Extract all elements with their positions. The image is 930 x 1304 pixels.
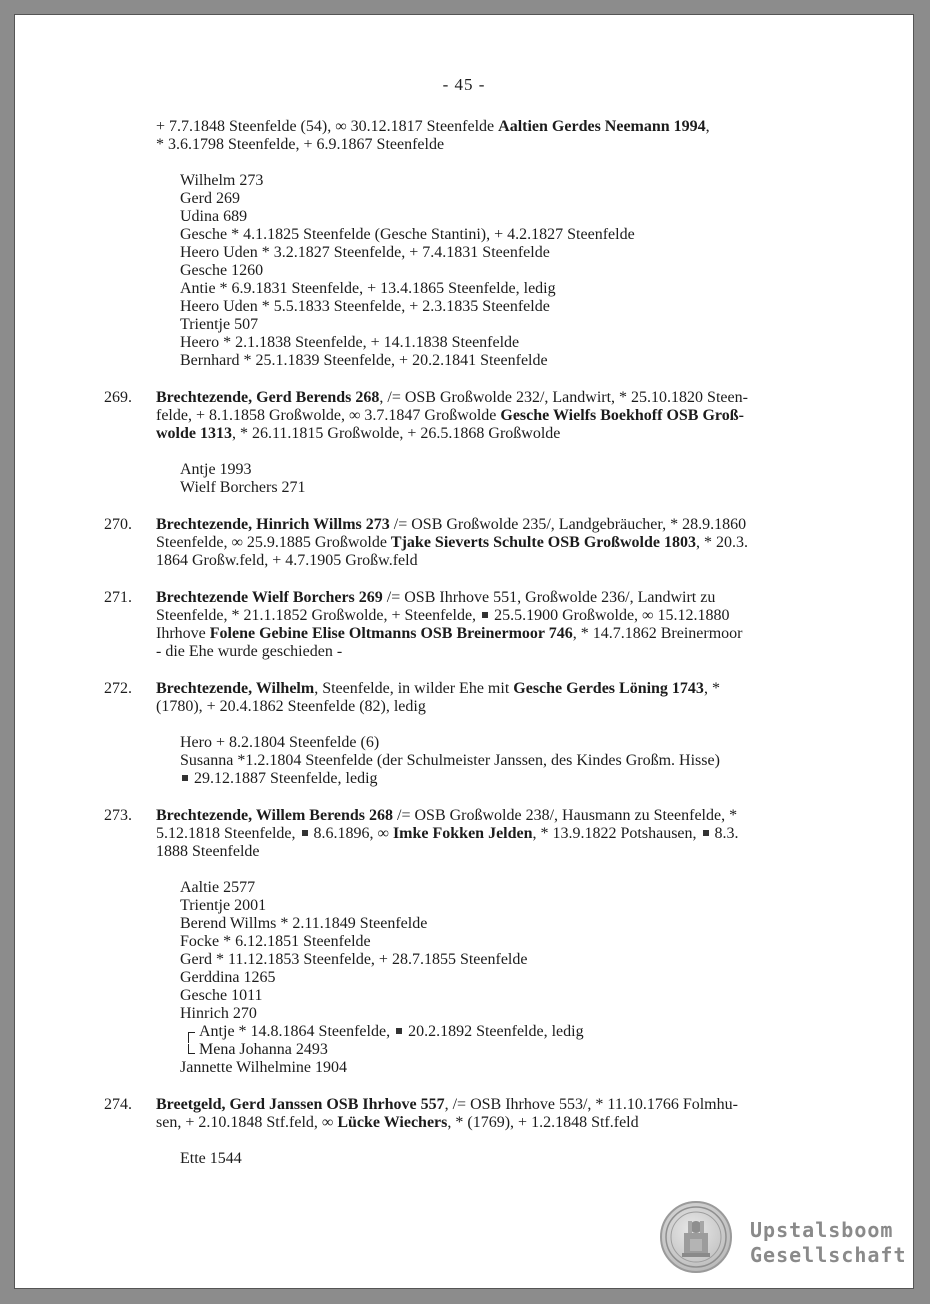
- text-segment: 1888 Steenfelde: [156, 843, 260, 860]
- text-segment: Hero + 8.2.1804 Steenfelde (6): [180, 734, 380, 751]
- child-line: [180, 1059, 347, 1077]
- text-segment: , * (1769), + 1.2.1848 Stf.feld: [447, 1114, 639, 1131]
- child-line: [180, 969, 276, 987]
- child-line: [180, 280, 556, 298]
- text-segment: + 7.7.1848 Steenfelde (54), ∞ 30.12.1817 Steenfelde: [156, 118, 499, 135]
- text-segment: /= OSB Großwolde 238/, Hausmann zu Steenfelde, *: [393, 807, 738, 824]
- twin-bracket-bottom: [188, 1044, 195, 1054]
- person-name: Gesche Gerdes Löning 1743: [513, 680, 704, 697]
- text-segment: Focke * 6.12.1851 Steenfelde: [180, 933, 371, 950]
- text-segment: Gesche 1260: [180, 262, 264, 279]
- child-line: [199, 1023, 584, 1041]
- text-segment: Gesche 1011: [180, 987, 263, 1004]
- child-line: [180, 1150, 242, 1168]
- burial-mark-icon: [482, 612, 488, 618]
- text-segment: Heero * 2.1.1838 Steenfelde, + 14.1.1838 Steenfelde: [180, 334, 520, 351]
- text-segment: Gerddina 1265: [180, 969, 276, 986]
- text-segment: (1780), + 20.4.1862 Steenfelde (82), ledig: [156, 698, 426, 715]
- person-name: Imke Fokken Jelden: [392, 825, 533, 842]
- text-segment: /= OSB Ihrhove 551, Großwolde 236/, Landwirt zu: [382, 589, 716, 606]
- text-segment: Aaltie 2577: [180, 879, 256, 896]
- child-line: [180, 226, 635, 244]
- text-segment: Antje * 14.8.1864 Steenfelde,: [199, 1023, 395, 1040]
- text-segment: Trientje 2001: [180, 897, 267, 914]
- text-segment: ,: [705, 118, 710, 135]
- child-line: [180, 987, 263, 1005]
- text-segment: 29.12.1887 Steenfelde, ledig: [190, 770, 378, 787]
- text-segment: Ette 1544: [180, 1150, 242, 1167]
- text-segment: 20.2.1892 Steenfelde, ledig: [404, 1023, 584, 1040]
- child-line: [180, 770, 378, 788]
- person-name: Tjake Sieverts Schulte OSB Großwolde 1803: [390, 534, 696, 551]
- child-line: [180, 190, 240, 208]
- text-segment: 8.3.: [710, 825, 739, 842]
- text-segment: Heero Uden * 3.2.1827 Steenfelde, + 7.4.1831 Steenfelde: [180, 244, 550, 261]
- child-line: [180, 352, 548, 370]
- entry-number: 270.: [104, 516, 132, 533]
- person-name: Lücke Wiechers: [337, 1114, 448, 1131]
- entry-line: [156, 407, 744, 425]
- entry-line: [156, 825, 739, 843]
- entry-number: 273.: [104, 807, 132, 824]
- logo-text-line2: Gesellschaft: [750, 1243, 907, 1267]
- child-line: [180, 933, 371, 951]
- text-segment: Mena Johanna 2493: [199, 1041, 328, 1058]
- text-segment: felde, + 8.1.1858 Großwolde, ∞ 3.7.1847 Großwolde: [156, 407, 501, 424]
- text-segment: 25.5.1900 Großwolde, ∞ 15.12.1880: [490, 607, 730, 624]
- text-segment: , * 26.11.1815 Großwolde, + 26.5.1868 Großwolde: [232, 425, 561, 442]
- text-segment: 5.12.1818 Steenfelde,: [156, 825, 300, 842]
- child-line: [180, 208, 247, 226]
- text-segment: Heero Uden * 5.5.1833 Steenfelde, + 2.3.1835 Steenfelde: [180, 298, 550, 315]
- text-segment: , /= OSB Ihrhove 553/, * 11.10.1766 Folmhu-: [444, 1096, 738, 1113]
- text-segment: /= OSB Großwolde 235/, Landgebräucher, * 28.9.1860: [389, 516, 747, 533]
- burial-mark-icon: [396, 1028, 402, 1034]
- text-segment: Wielf Borchers 271: [180, 479, 306, 496]
- entry-line: [156, 807, 737, 825]
- child-line: [180, 915, 427, 933]
- text-segment: , /= OSB Großwolde 232/, Landwirt, * 25.10.1820 Steen-: [379, 389, 748, 406]
- child-line: [199, 1041, 328, 1059]
- person-name: Brechtezende, Hinrich Willms 273: [156, 516, 390, 533]
- child-line: [180, 879, 255, 897]
- entry-line: [156, 843, 260, 861]
- child-line: [180, 951, 527, 969]
- text-segment: 8.6.1896, ∞: [309, 825, 393, 842]
- text-segment: Ihrhove: [156, 625, 210, 642]
- entry-line: [156, 389, 748, 407]
- child-line: [180, 897, 266, 915]
- text-segment: Steenfelde, ∞ 25.9.1885 Großwolde: [156, 534, 391, 551]
- child-line: [180, 244, 550, 262]
- burial-mark-icon: [302, 830, 308, 836]
- society-seal-logo: [660, 1201, 732, 1273]
- text-segment: , Steenfelde, in wilder Ehe mit: [314, 680, 514, 697]
- child-line: [180, 316, 258, 334]
- entry-line: [156, 625, 742, 643]
- text-segment: Gerd * 11.12.1853 Steenfelde, + 28.7.1855 Steenfelde: [180, 951, 528, 968]
- text-segment: , * 13.9.1822 Potshausen,: [532, 825, 701, 842]
- text-segment: , *: [703, 680, 720, 697]
- entry-line: [156, 552, 418, 570]
- child-line: [180, 1005, 257, 1023]
- person-name: Brechtezende, Willem Berends 268: [156, 807, 394, 824]
- text-segment: Susanna *1.2.1804 Steenfelde (der Schulmeister Janssen, des Kindes Großm. Hisse): [180, 752, 720, 769]
- seal-emblem-icon: [662, 1203, 730, 1271]
- text-segment: Udina 689: [180, 208, 248, 225]
- child-line: [180, 752, 720, 770]
- entry-line: [156, 589, 715, 607]
- person-name: Gesche Wielfs Boekhoff OSB Groß-: [500, 407, 744, 424]
- entry-line: [156, 534, 748, 552]
- text-segment: Wilhelm 273: [180, 172, 264, 189]
- text-segment: , * 14.7.1862 Breinermoor: [572, 625, 743, 642]
- child-line: [180, 262, 263, 280]
- text-segment: Jannette Wilhelmine 1904: [180, 1059, 348, 1076]
- burial-mark-icon: [703, 830, 709, 836]
- text-segment: Berend Willms * 2.11.1849 Steenfelde: [180, 915, 428, 932]
- text-segment: - die Ehe wurde geschieden -: [156, 643, 343, 660]
- document-page: [14, 14, 914, 1289]
- text-segment: sen, + 2.10.1848 Stf.feld, ∞: [156, 1114, 338, 1131]
- entry-line: [156, 698, 426, 716]
- entry-number: 269.: [104, 389, 132, 406]
- entry-number: 274.: [104, 1096, 132, 1113]
- text-segment: Antje 1993: [180, 461, 252, 478]
- child-line: [180, 734, 379, 752]
- person-name: Aaltien Gerdes Neemann 1994: [498, 118, 706, 135]
- child-line: [180, 172, 263, 190]
- text-segment: Hinrich 270: [180, 1005, 257, 1022]
- text-segment: Antie * 6.9.1831 Steenfelde, + 13.4.1865 Steenfelde, ledig: [180, 280, 556, 297]
- text-segment: , * 20.3.: [695, 534, 748, 551]
- child-line: [180, 334, 519, 352]
- page-number: - 45 -: [442, 75, 486, 94]
- person-name: Folene Gebine Elise Oltmanns OSB Breinermoor 746: [209, 625, 573, 642]
- entry-number: 271.: [104, 589, 132, 606]
- logo-text-line1: Upstalsboom: [750, 1218, 894, 1242]
- entry-line: [156, 607, 729, 625]
- text-segment: Trientje 507: [180, 316, 259, 333]
- child-line: [180, 298, 550, 316]
- twin-bracket-top: [188, 1032, 195, 1043]
- entry-line: [156, 1114, 639, 1132]
- entry-line: [156, 643, 342, 661]
- person-name: Brechtezende Wielf Borchers 269: [156, 589, 383, 606]
- text-line: [156, 136, 444, 154]
- text-segment: Gerd 269: [180, 190, 240, 207]
- text-line: [156, 118, 710, 136]
- text-segment: Gesche * 4.1.1825 Steenfelde (Gesche Stantini), + 4.2.1827 Steenfelde: [180, 226, 635, 243]
- person-name: Brechtezende, Gerd Berends 268: [156, 389, 380, 406]
- child-line: [180, 461, 252, 479]
- text-segment: Bernhard * 25.1.1839 Steenfelde, + 20.2.1841 Steenfelde: [180, 352, 548, 369]
- person-name: Breetgeld, Gerd Janssen OSB Ihrhove 557: [156, 1096, 445, 1113]
- text-segment: * 3.6.1798 Steenfelde, + 6.9.1867 Steenfelde: [156, 136, 445, 153]
- person-name: wolde 1313: [156, 425, 232, 442]
- entry-number: 272.: [104, 680, 132, 697]
- entry-line: [156, 1096, 738, 1114]
- entry-line: [156, 680, 720, 698]
- entry-line: [156, 516, 746, 534]
- entry-line: [156, 425, 560, 443]
- child-line: [180, 479, 306, 497]
- burial-mark-icon: [182, 775, 188, 781]
- text-segment: 1864 Großw.feld, + 4.7.1905 Großw.feld: [156, 552, 418, 569]
- text-segment: Steenfelde, * 21.1.1852 Großwolde, + Steenfelde,: [156, 607, 481, 624]
- person-name: Brechtezende, Wilhelm: [156, 680, 315, 697]
